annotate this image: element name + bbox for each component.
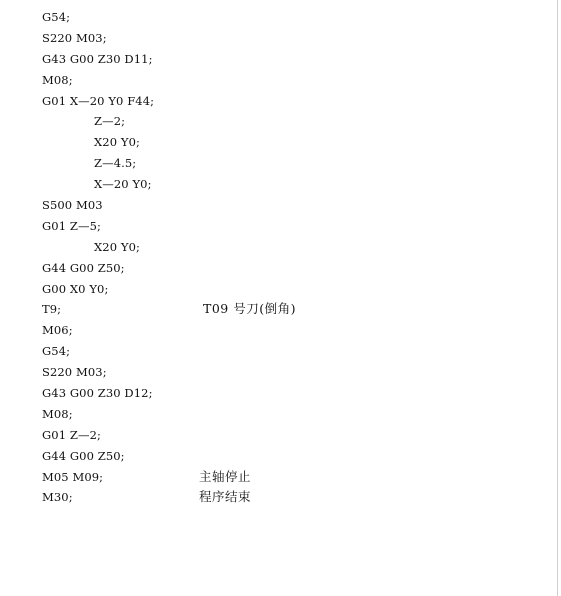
line-code: M08;	[42, 406, 73, 421]
line-code: G54;	[42, 344, 71, 359]
line-code: S500 M03	[42, 198, 103, 213]
line-code: X—20 Y0;	[94, 177, 152, 192]
line-code: G54;	[42, 10, 71, 24]
line-code: M05 M09;	[42, 469, 104, 484]
program-line	[42, 195, 154, 216]
program-line	[42, 91, 154, 112]
program-line	[42, 383, 154, 404]
program-line	[42, 28, 154, 49]
line-comment: 主轴停止	[199, 468, 252, 484]
line-code: X20 Y0;	[94, 135, 140, 150]
line-code: X20 Y0;	[94, 239, 140, 254]
program-line	[42, 7, 154, 28]
program-line	[42, 362, 154, 383]
program-line	[42, 404, 154, 425]
line-code: G01 X—20 Y0 F44;	[42, 93, 155, 108]
program-line	[42, 487, 252, 508]
program-line	[42, 216, 154, 237]
line-comment: T09 号刀(倒角)	[203, 301, 296, 317]
line-code: S220 M03;	[42, 365, 107, 380]
program-line	[42, 111, 154, 132]
program-line	[42, 49, 154, 70]
page-edge-divider	[557, 0, 558, 596]
program-line	[42, 446, 154, 467]
line-code: M30;	[42, 490, 73, 505]
line-code: M06;	[42, 323, 73, 338]
program-line	[42, 174, 154, 195]
line-code: Z—2;	[94, 114, 126, 129]
program-line	[42, 279, 154, 300]
line-code: G43 G00 Z30 D11;	[42, 51, 153, 66]
line-code: M08;	[42, 72, 73, 87]
line-code: G00 X0 Y0;	[42, 281, 109, 296]
program-line	[42, 467, 252, 488]
line-code: G43 G00 Z30 D12;	[42, 386, 153, 401]
line-code: G01 Z—5;	[42, 218, 101, 233]
program-line	[42, 237, 154, 258]
line-code: Z—4.5;	[94, 156, 137, 171]
program-line	[42, 299, 296, 320]
program-line	[42, 425, 154, 446]
line-code: T9;	[42, 302, 62, 317]
program-line	[42, 320, 154, 341]
nc-program-listing	[42, 7, 296, 508]
line-comment: 程序结束	[199, 489, 252, 505]
program-line	[42, 258, 154, 279]
line-code: G01 Z—2;	[42, 427, 101, 442]
program-line	[42, 70, 154, 91]
line-code: G44 G00 Z50;	[42, 260, 125, 275]
program-line	[42, 132, 154, 153]
program-line	[42, 153, 154, 174]
program-line	[42, 341, 154, 362]
line-code: S220 M03;	[42, 30, 107, 45]
line-code: G44 G00 Z50;	[42, 448, 125, 463]
